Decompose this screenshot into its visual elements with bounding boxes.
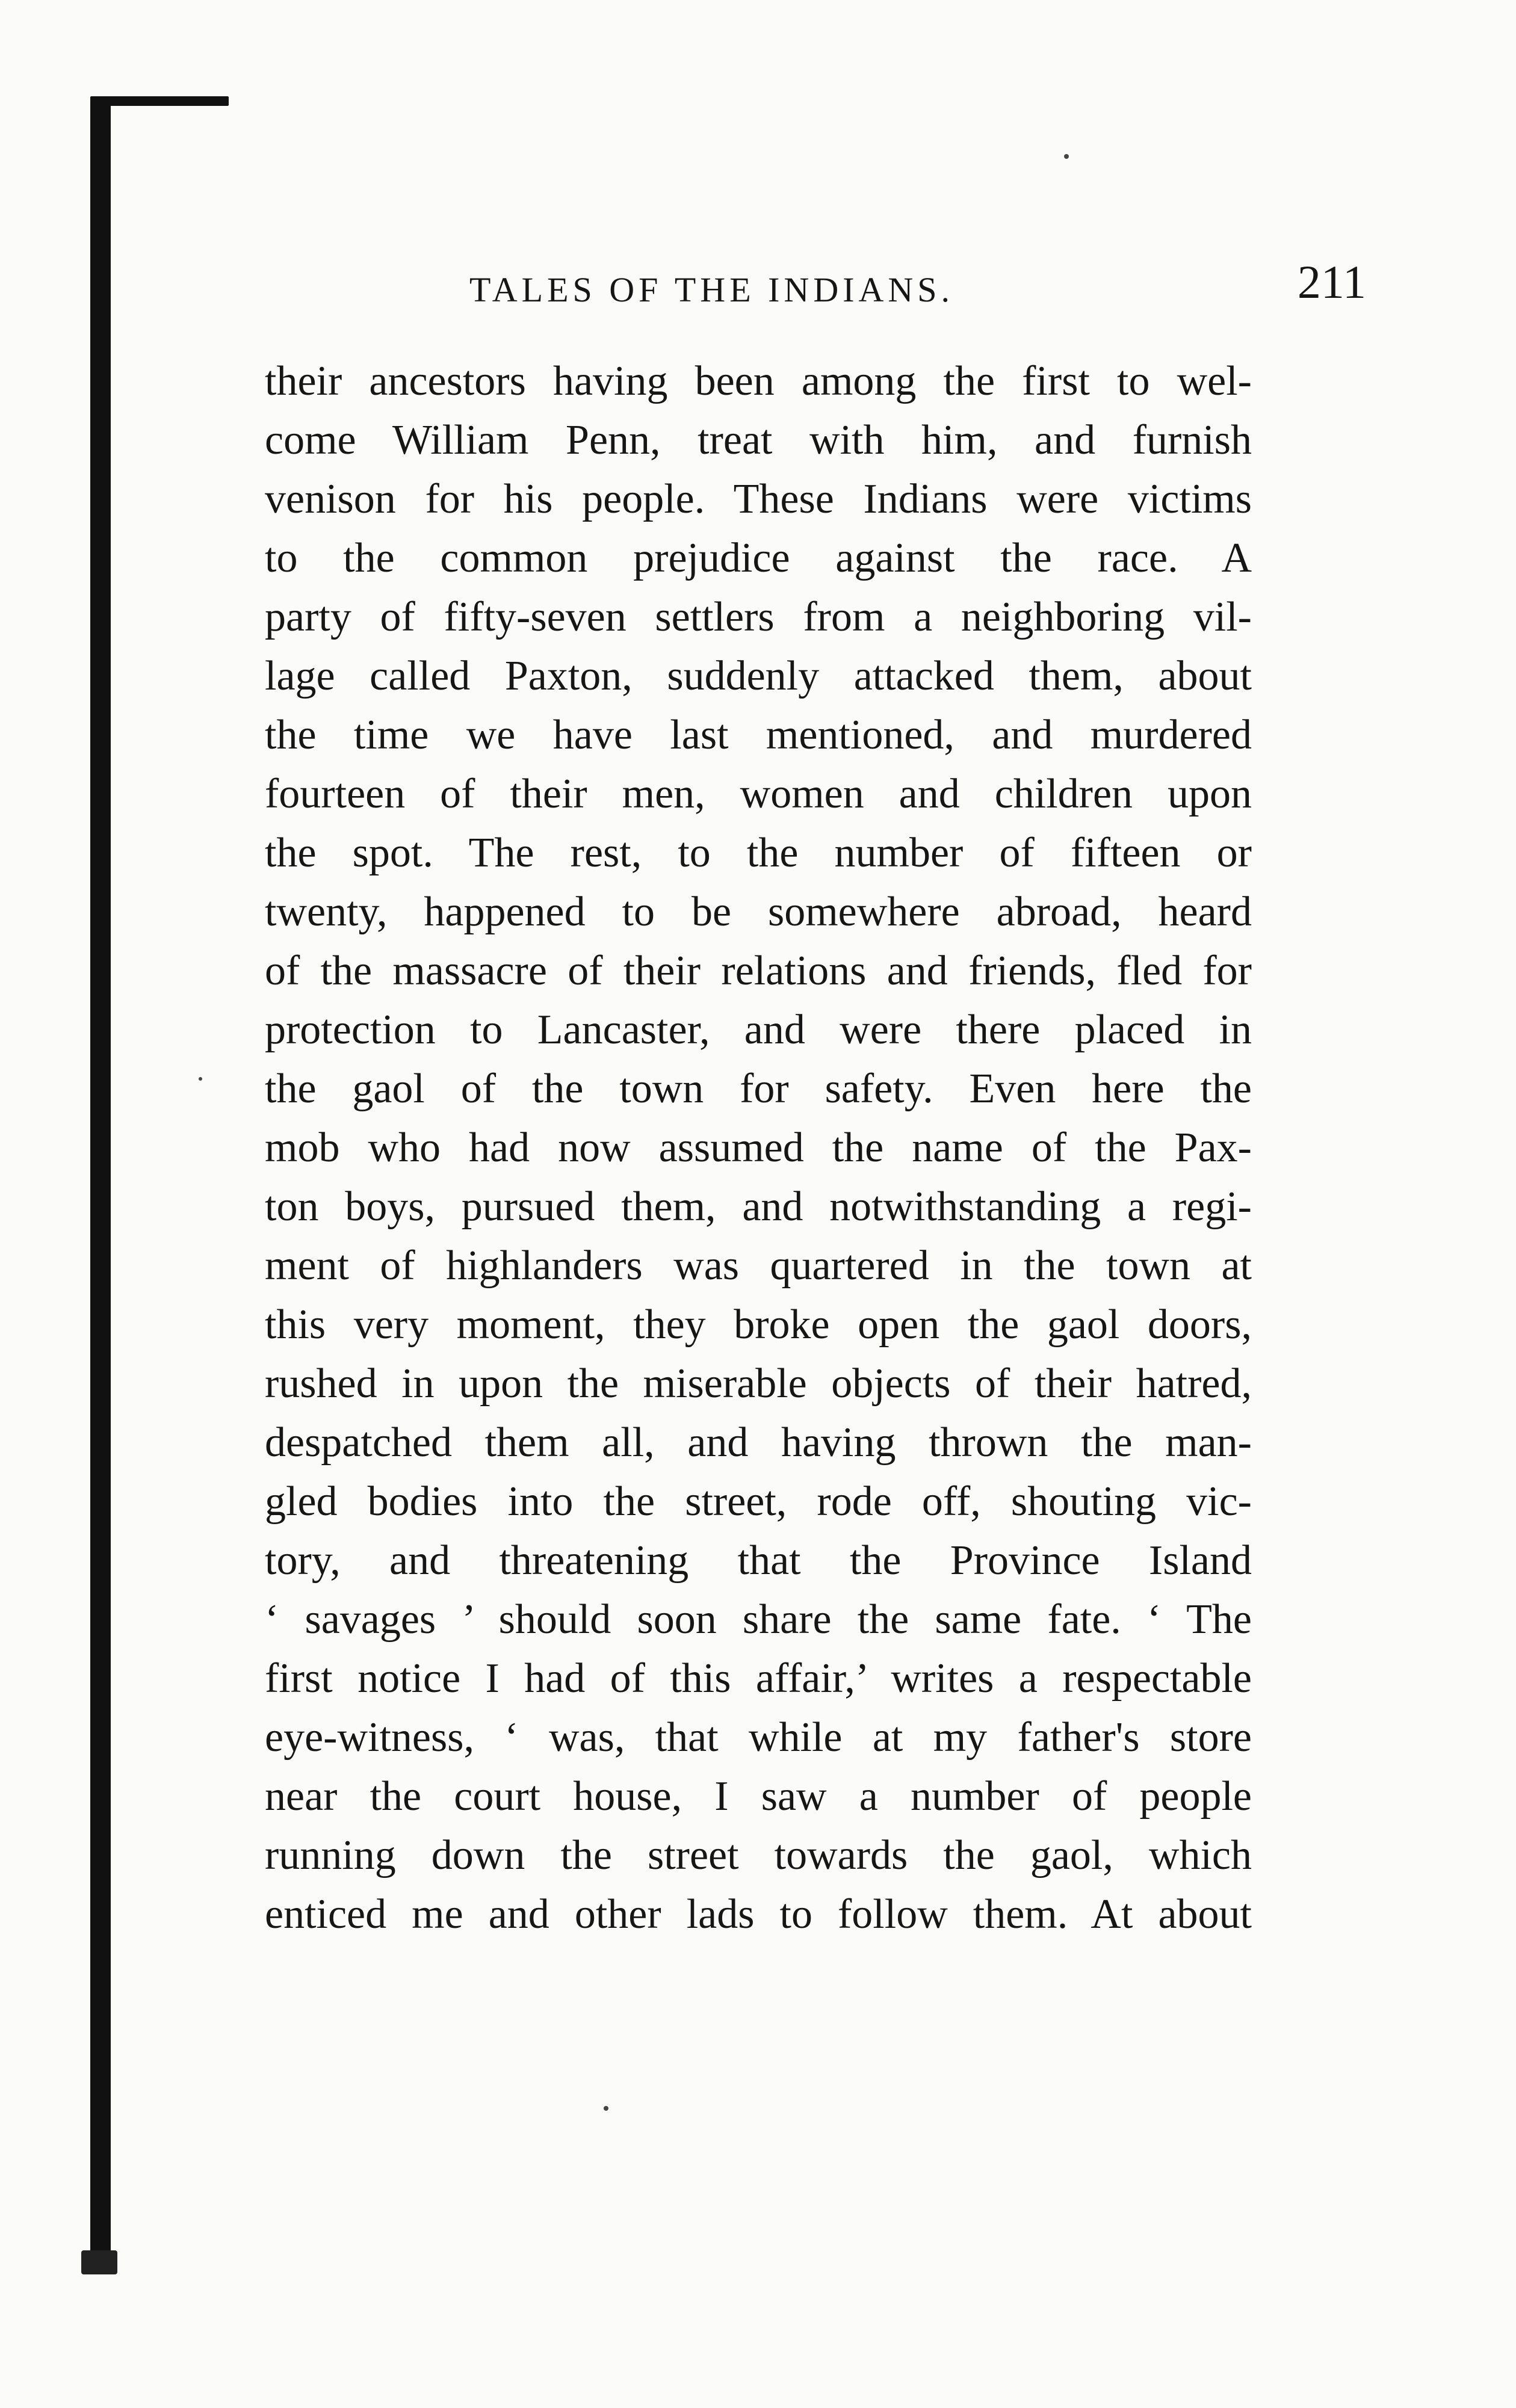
text-line: lage called Paxton, suddenly attacked them, about [265,653,1252,699]
text-line: running down the street towards the gaol, which [265,1832,1252,1879]
text-line: their ancestors having been among the first to wel- [265,358,1252,404]
binding-edge-bottom [81,2250,117,2274]
text-line: first notice I had of this affair,’ writes a respectable [265,1655,1252,1702]
text-line: ‘ savages ’ should soon share the same fate. ‘ The [265,1596,1252,1643]
ink-speck [199,1077,202,1081]
text-line: party of fifty-seven settlers from a neighboring vil- [265,594,1252,640]
text-line: mob who had now assumed the name of the Pax- [265,1125,1252,1171]
text-line: twenty, happened to be somewhere abroad, heard [265,889,1252,935]
text-line: to the common prejudice against the race. A [265,535,1252,581]
ink-speck [1064,154,1069,159]
text-line: tory, and threatening that the Province Island [265,1537,1252,1584]
running-title: TALES OF THE INDIANS. [469,270,954,309]
text-line: the gaol of the town for safety. Even here the [265,1066,1252,1112]
text-line: enticed me and other lads to follow them. At about [265,1891,1252,1937]
text-line: ton boys, pursued them, and notwithstanding a regi- [265,1184,1252,1230]
page-number: 211 [1297,256,1366,308]
body-text [265,352,1252,1944]
text-line: come William Penn, treat with him, and furnish [265,417,1252,463]
text-line: ment of highlanders was quartered in the town at [265,1243,1252,1289]
binding-edge [90,101,111,2273]
text-line: the spot. The rest, to the number of fifteen or [265,830,1252,876]
text-line: the time we have last mentioned, and murdered [265,712,1252,758]
text-line: gled bodies into the street, rode off, shouting vic- [265,1478,1252,1525]
text-line: fourteen of their men, women and children upon [265,771,1252,817]
text-line: this very moment, they broke open the gaol doors, [265,1301,1252,1348]
text-line: near the court house, I saw a number of people [265,1773,1252,1820]
text-line: despatched them all, and having thrown the man- [265,1419,1252,1466]
text-line: rushed in upon the miserable objects of their hatred, [265,1360,1252,1407]
text-line: protection to Lancaster, and were there placed in [265,1007,1252,1053]
binding-edge-top [90,96,229,106]
text-line: eye-witness, ‘ was, that while at my father's store [265,1714,1252,1761]
text-line: of the massacre of their relations and friends, fled for [265,948,1252,994]
text-line: venison for his people. These Indians were victims [265,476,1252,522]
page-header [469,253,1366,319]
ink-speck [604,2106,608,2111]
